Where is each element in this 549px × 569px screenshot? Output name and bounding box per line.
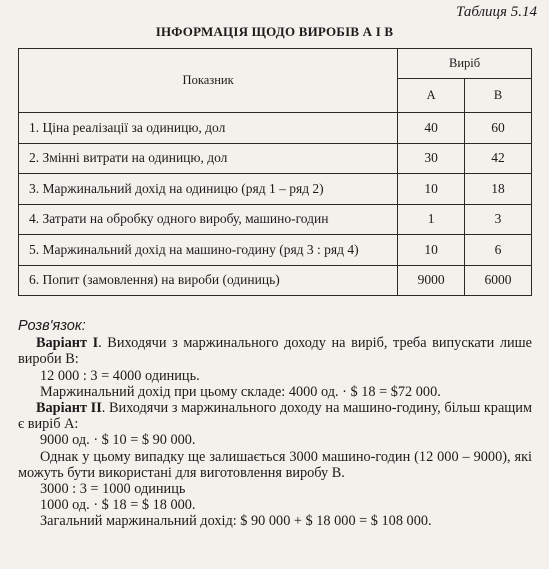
row-value-b: 6000 [465,265,532,296]
row-label: 1. Ціна реалізації за одиницю, дол [19,113,398,144]
table-row [19,204,532,235]
product-info-table [18,48,532,296]
row-value-b: 18 [465,174,532,205]
row-label: 2. Змінні витрати на одиницю, дол [19,143,398,174]
row-value-b: 42 [465,143,532,174]
row-value-a: 10 [398,235,465,266]
row-label: 4. Затрати на обробку одного виробу, машино-годин [19,204,398,235]
table-row [19,174,532,205]
variant-2-paragraph [18,400,532,432]
variant-2-remaining-hours: Однак у цьому випадку ще залишається 3000 машино-годин (12 000 – 9000), які можуть бути використані для виготовлення виробу В. [18,448,532,481]
table-row [19,235,532,266]
variant-2-text: . Виходячи з маржинального доходу на машино-годину, більш кращим є виріб А: [18,400,533,433]
header-product: Виріб [398,49,532,79]
table-row [19,113,532,144]
variant-2-label: Варіант ІІ [36,400,102,417]
variant-1-calc-income: Маржинальний дохід при цьому складе: 4000 од. · $ 18 = $72 000. [40,383,441,400]
variant-1-calc-units: 12 000 : 3 = 4000 одиниць. [40,367,200,384]
table-row [19,143,532,174]
header-col-b: В [465,79,532,113]
header-col-a: А [398,79,465,113]
table-label: Таблиця 5.14 [456,4,537,20]
row-value-a: 30 [398,143,465,174]
variant-2-calc-units-b: 3000 : 3 = 1000 одиниць [40,481,186,498]
row-value-b: 6 [465,235,532,266]
total-income: Загальний маржинальний дохід: $ 90 000 + $ 18 000 = $ 108 000. [40,513,432,530]
row-value-a: 1 [398,204,465,235]
variant-1-label: Варіант І [36,335,99,352]
row-value-a: 10 [398,174,465,205]
row-label: 6. Попит (замовлення) на вироби (одиниць) [19,265,398,296]
variant-2-calc-income-a: 9000 од. · $ 10 = $ 90 000. [40,432,196,449]
variant-2-calc-income-b: 1000 од. · $ 18 = $ 18 000. [40,497,196,514]
table-row [19,265,532,296]
header-indicator: Показник [19,49,398,113]
table-title: ІНФОРМАЦІЯ ЩОДО ВИРОБІВ А І В [155,24,394,39]
solution-section [18,318,532,530]
variant-1-paragraph [18,335,532,367]
solution-title: Розв'язок: [18,318,86,334]
row-value-b: 60 [465,113,532,144]
row-value-a: 9000 [398,265,465,296]
row-value-a: 40 [398,113,465,144]
row-value-b: 3 [465,204,532,235]
row-label: 3. Маржинальний дохід на одиницю (ряд 1 – ряд 2) [19,174,398,205]
row-label: 5. Маржинальний дохід на машино-годину (ряд 3 : ряд 4) [19,235,398,266]
variant-1-text: . Виходячи з маржинального доходу на виріб, треба випускати лише вироби В: [18,335,532,368]
